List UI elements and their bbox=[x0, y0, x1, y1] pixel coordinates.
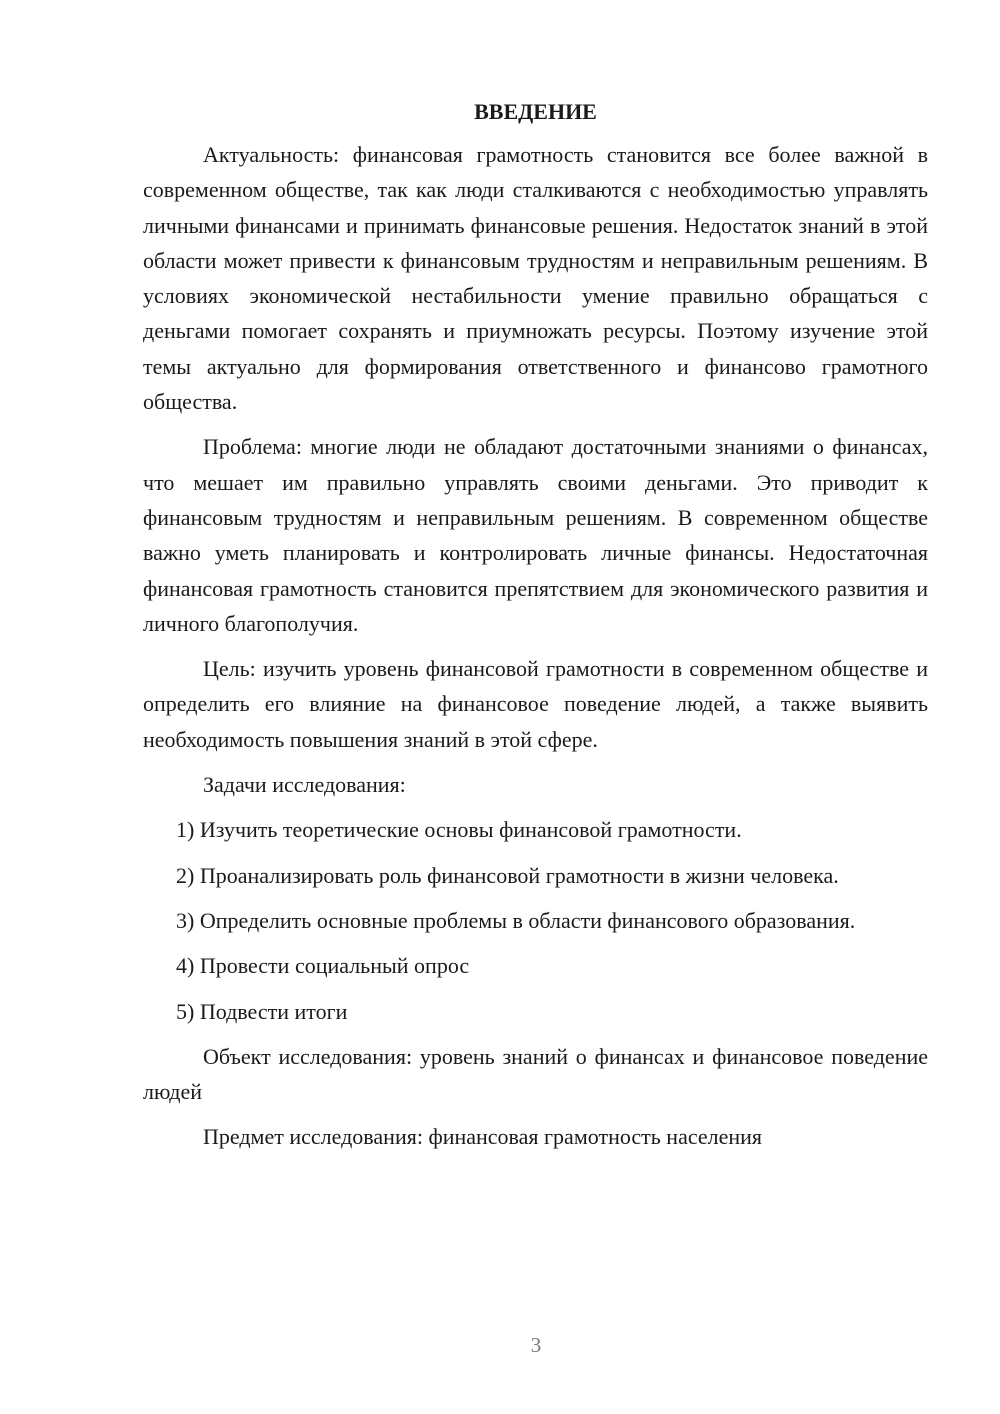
task-item-1: 1) Изучить теоретические основы финансовой грамотности. bbox=[176, 817, 742, 843]
paragraph-subject: Предмет исследования: финансовая грамотность населения bbox=[203, 1124, 763, 1150]
task-item-4: 4) Провести социальный опрос bbox=[176, 953, 470, 979]
document-body bbox=[143, 94, 928, 1155]
page-title: ВВЕДЕНИЕ bbox=[474, 99, 597, 124]
page-number: 3 bbox=[530, 1333, 542, 1357]
task-item-2: 2) Проанализировать роль финансовой грамотности в жизни человека. bbox=[176, 862, 839, 888]
paragraph-goal: Цель: изучить уровень финансовой грамотности в современном обществе и определить его влияние на финансовое поведение людей, а также выявить необходимость повышения знаний в этой сфере. bbox=[143, 656, 928, 752]
paragraph-problem: Проблема: многие люди не обладают достаточными знаниями о финансах, что мешает им правильно управлять своими деньгами. Это приводит к финансовым трудностям и неправильным решениям. В современном обществе важно уметь планировать и контролировать личные финансы. Недостаточная финансовая грамотность становится препятствием для экономического развития и личного благополучия. bbox=[143, 434, 928, 636]
task-item-3: 3) Определить основные проблемы в области финансового образования. bbox=[176, 907, 856, 933]
task-item-5: 5) Подвести итоги bbox=[176, 998, 348, 1024]
paragraph-object: Объект исследования: уровень знаний о финансах и финансовое поведение людей bbox=[143, 1043, 928, 1105]
paragraph-relevance: Актуальность: финансовая грамотность становится все более важной в современном обществе, так как люди сталкиваются с необходимостью управлять личными финансами и принимать финансовые решения. Недостаток знаний в этой области может привести к финансовым трудностям и неправильным решениям. В условиях экономической нестабильности умение правильно обращаться с деньгами помогает сохранять и приумножать ресурсы. Поэтому изучение этой темы актуально для формирования ответственного и финансово грамотного общества. bbox=[143, 142, 928, 415]
tasks-heading: Задачи исследования: bbox=[203, 772, 406, 798]
